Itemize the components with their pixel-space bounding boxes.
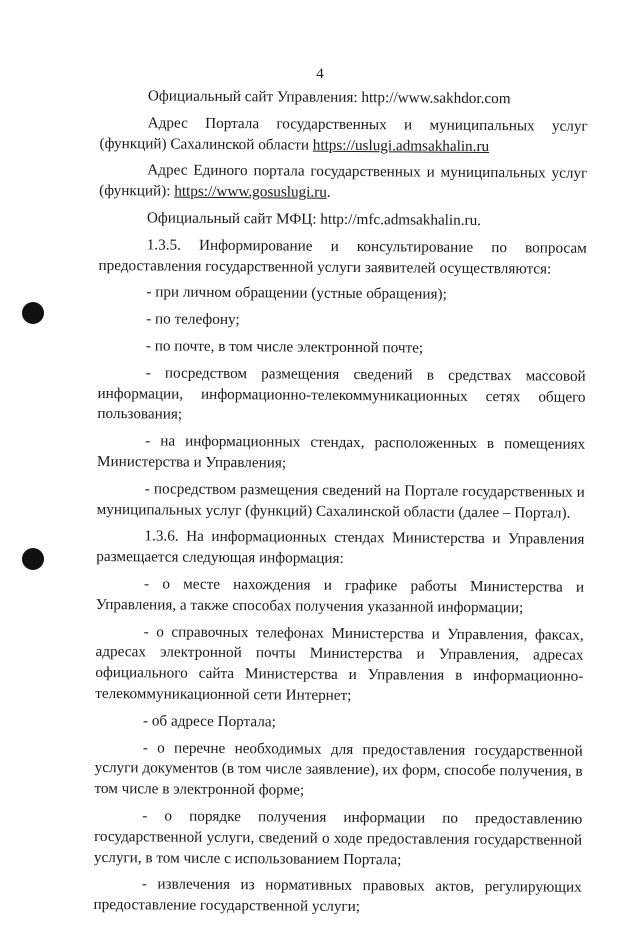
- list-item-portal-address: - об адресе Портала;: [142, 712, 276, 731]
- regional-portal-link[interactable]: https://uslugi.admsakhalin.ru: [312, 136, 490, 155]
- list-item-contacts: - о справочных телефонах Министерства и Управления, факсах, адресах электронной почты Министерства и Управления, адресах официального сайта Министерства и Управления в информационно-телекоммуникационной сети Интернет;: [95, 622, 584, 704]
- document-body: [93, 86, 588, 926]
- list-item-portal: - посредством размещения сведений на Портале государственных и муниципальных услуг (функций) Сахалинской области (далее – Портал).: [96, 480, 585, 522]
- list-item-mail: - по почте, в том числе электронной почте;: [145, 337, 424, 357]
- paragraph-mfc-site: Официальный сайт МФЦ: http://mfc.admsakhalin.ru.: [146, 209, 482, 229]
- paragraph-official-site: Официальный сайт Управления: http://www.sakhdor.com: [147, 87, 511, 108]
- paragraph-1-3-5: 1.3.5. Информирование и консультирование по вопросам предоставления государственной услуги заявителей осуществляются:: [98, 236, 587, 278]
- list-item-procedure: - о порядке получения информации по предоставлению государственной услуги, сведений о ходе предоставления государственной услуги, в том числе с использованием Портала;: [93, 807, 583, 868]
- paragraph-regional-portal: Адрес Портала государственных и муниципальных услуг (функций) Сахалинской области https://uslugi.admsakhalin.ru: [99, 114, 588, 155]
- paragraph-1-3-6: 1.3.6. На информационных стендах Министерства и Управления размещается следующая информация:: [96, 527, 585, 568]
- paragraph-federal-portal: Адрес Единого портала государственных и муниципальных услуг (функций): https://www.gosuslugi.ru.: [99, 161, 588, 202]
- punch-hole-top: [22, 302, 44, 324]
- list-item-extracts: - извлечения из нормативных правовых актов, регулирующих предоставление государственной услуги;: [93, 875, 582, 916]
- list-item-stands: - на информационных стендах, расположенных в помещениях Министерства и Управления;: [96, 432, 586, 472]
- list-item-media: - посредством размещения сведений в средствах массовой информации, информационно-телекоммуникационных сетях общего пользования;: [97, 364, 586, 424]
- list-item-documents: - о перечне необходимых для предоставления государственной услуги документов (в том числе заявление), их форм, способе получения, в том числе в электронной форме;: [94, 738, 583, 799]
- list-item-location: - о месте нахождения и графике работы Министерства и Управления, а также способах получения указанной информации;: [95, 575, 585, 617]
- page-number: 4: [316, 66, 324, 82]
- federal-portal-link[interactable]: https://www.gosuslugi.ru: [174, 182, 327, 201]
- list-item-personal: - при личном обращении (устные обращения);: [146, 283, 447, 304]
- punch-hole-bottom: [22, 548, 44, 570]
- list-item-phone: - по телефону;: [146, 310, 240, 329]
